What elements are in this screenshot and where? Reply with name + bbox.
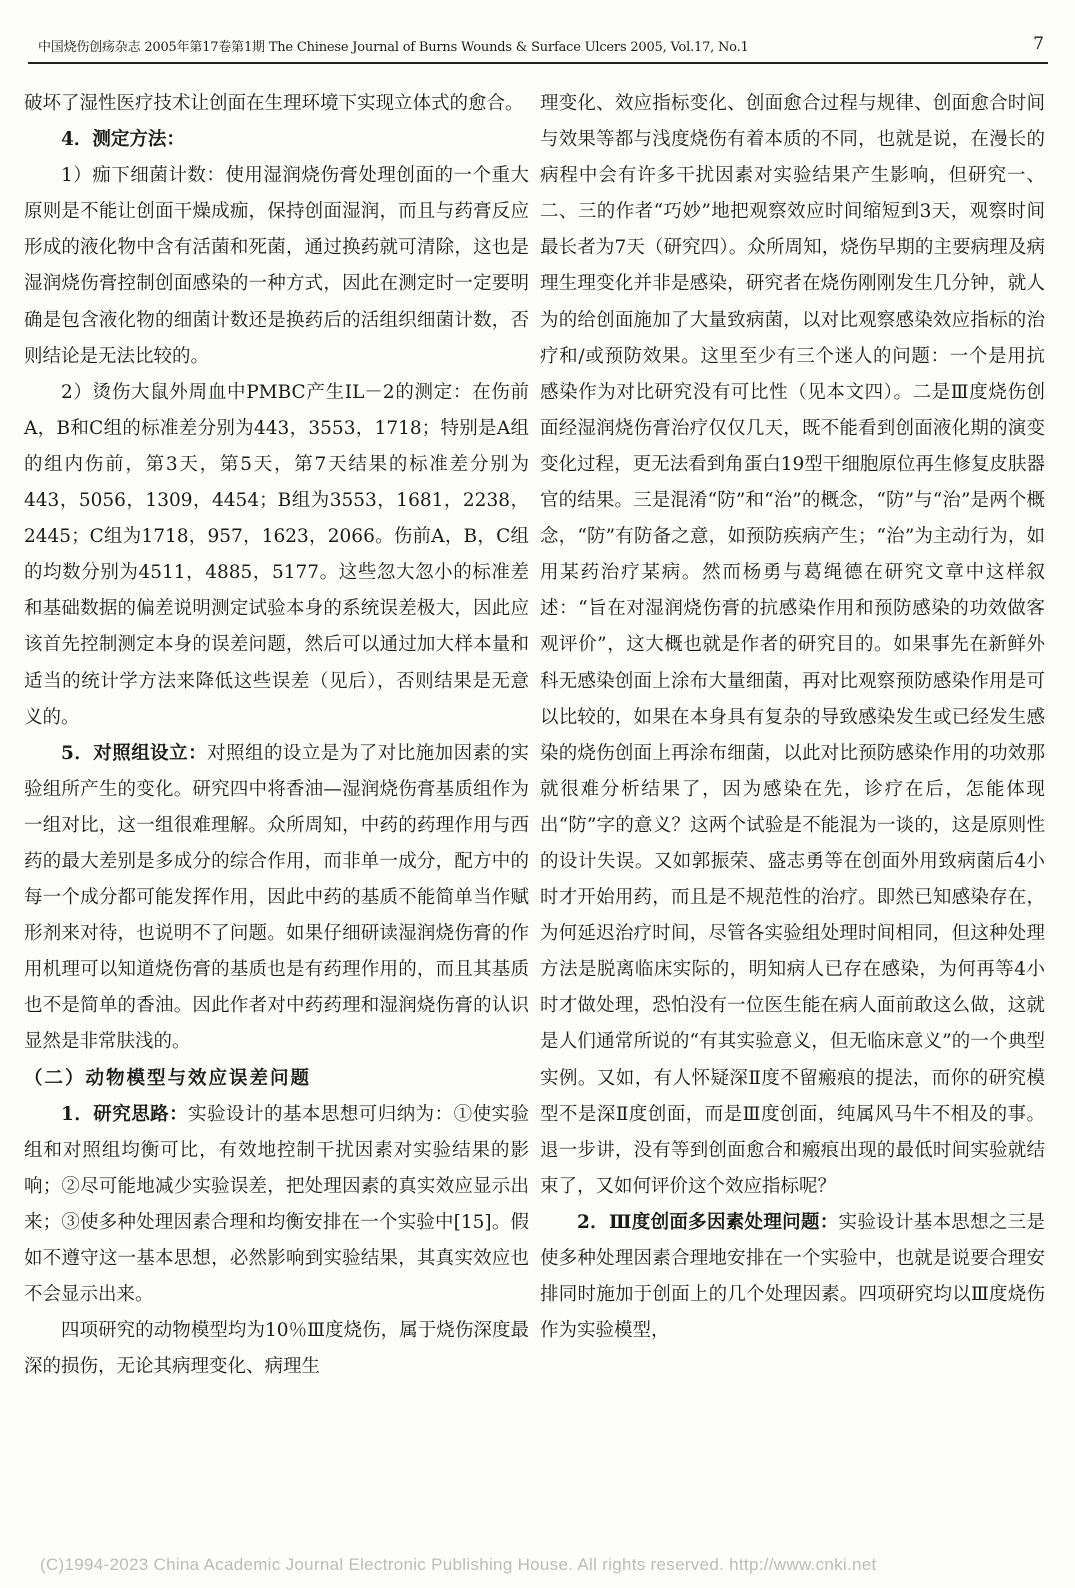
subheading-measurement: 4．测定方法： bbox=[61, 129, 185, 151]
page-number: 7 bbox=[1033, 34, 1044, 54]
subheading-multifactor: 2．Ⅲ度创面多因素处理问题： bbox=[577, 1211, 839, 1233]
section-heading: （二）动物模型与效应误差问题 bbox=[24, 1067, 312, 1089]
running-header bbox=[28, 32, 1048, 64]
copyright-watermark: (C)1994-2023 China Academic Journal Electronic Publishing House. All rights reserved. http://www.cnki.net bbox=[40, 1555, 877, 1574]
paragraph-control-group: 5．对照组设立：对照组的设立是为了对比施加因素的实验组所产生的变化。研究四中将香油—湿润烧伤膏基质组作为一组对比，这一组很难理解。众所周知，中药的药理作用与西药的最大差别是多成分的综合作用，而非单一成分，配方中的每一个成分都可能发挥作用，因此中药的基质不能简单当作赋形剂来对待，也说明不了问题。如果仔细研读湿润烧伤膏的作用机理可以知道烧伤膏的基质也是有药理作用的，而且其基质也不是简单的香油。因此作者对中药药理和湿润烧伤膏的认识显然是非常肤浅的。 bbox=[24, 742, 529, 1053]
left-column bbox=[24, 86, 529, 1385]
right-column bbox=[540, 86, 1045, 1349]
subheading-control-group: 5．对照组设立： bbox=[61, 742, 208, 764]
paragraph: 理变化、效应指标变化、创面愈合过程与规律、创面愈合时间与效果等都与浅度烧伤有着本质的不同，也就是说，在漫长的病程中会有许多干扰因素对实验结果产生影响，但研究一、二、三的作者“巧妙”地把观察效应时间缩短到3天，观察时间最长者为7天（研究四）。众所周知，烧伤早期的主要病理及病理生理变化并非是感染，研究者在烧伤刚刚发生几分钟，就人为的给创面施加了大量致病菌，以对比观察感染效应指标的治疗和/或预防效果。这里至少有三个迷人的问题：一个是用抗感染作为对比研究没有可比性（见本文四）。二是Ⅲ度烧伤创面经湿润烧伤膏治疗仅仅几天，既不能看到创面液化期的演变变化过程，更无法看到角蛋白19型干细胞原位再生修复皮肤器官的结果。三是混淆“防”和“治”的概念，“防”与“治”是两个概念，“防”有防备之意，如预防疾病产生；“治”为主动行为，如用某药治疗某病。然而杨勇与葛绳德在研究文章中这样叙述：“旨在对湿润烧伤膏的抗感染作用和预防感染的功效做客观评价”，这大概也就是作者的研究目的。如果事先在新鲜外科无感染创面上涂布大量细菌，再对比观察预防感染作用是可以比较的，如果在本身具有复杂的导致感染发生或已经发生感染的烧伤创面上再涂布细菌，以此对比预防感染作用的功效那就很难分析结果了，因为感染在先，诊疗在后，怎能体现出“防”字的意义？这两个试验是不能混为一谈的，这是原则性的设计失误。又如郭振荣、盛志勇等在创面外用致病菌后4小时才开始用药，而且是不规范性的治疗。即然已知感染存在，为何延迟治疗时间，尽管各实验组处理时间相同，但这种处理方法是脱离临床实际的，明知病人已存在感染，为何再等4小时才做处理，恐怕没有一位医生能在病人面前敢这么做，这就是人们通常所说的“有其实验意义，但无临床意义”的一个典型实例。又如，有人怀疑深Ⅱ度不留瘢痕的提法，而你的研究模型不是深Ⅱ度创面，而是Ⅲ度创面，纯属风马牛不相及的事。退一步讲，没有等到创面愈合和瘢痕出现的最低时间实验就结束了，又如何评价这个效应指标呢？ bbox=[540, 93, 1045, 1197]
paragraph-multifactor: 2．Ⅲ度创面多因素处理问题：实验设计基本思想之三是使多种处理因素合理地安排在一个实验中，也就是说要合理安排同时施加于创面上的几个处理因素。四项研究均以Ⅲ度烧伤作为实验模型， bbox=[540, 1211, 1045, 1342]
paragraph: 1）痂下细菌计数：使用湿润烧伤膏处理创面的一个重大原则是不能让创面干燥成痂，保持创面湿润，而且与药膏反应形成的液化物中含有活菌和死菌，通过换药就可清除，这也是湿润烧伤膏控制创面感染的一种方式，因此在测定时一定要明确是包含液化物的细菌计数还是换药后的活组织细菌计数，否则结论是无法比较的。 bbox=[24, 165, 529, 367]
paragraph: 破坏了湿性医疗技术让创面在生理环境下实现立体式的愈合。 bbox=[24, 93, 524, 114]
paragraph: 四项研究的动物模型均为10％Ⅲ度烧伤，属于烧伤深度最深的损伤，无论其病理变化、病理生 bbox=[24, 1320, 529, 1378]
running-title: 中国烧伤创疡杂志 2005年第17卷第1期 The Chinese Journal of Burns Wounds & Surface Ulcers 2005, Vol.17, No.1 bbox=[38, 40, 749, 55]
subheading-research-idea: 1．研究思路： bbox=[61, 1103, 189, 1125]
paragraph-research-idea: 1．研究思路：实验设计的基本思想可归纳为：①使实验组和对照组均衡可比，有效地控制干扰因素对实验结果的影响；②尽可能地减少实验误差，把处理因素的真实效应显示出来；③使多种处理因素合理和均衡安排在一个实验中[15]。假如不遵守这一基本思想，必然影响到实验结果，其真实效应也不会显示出来。 bbox=[24, 1103, 529, 1306]
paragraph: 2）烫伤大鼠外周血中PMBC产生IL－2的测定：在伤前A，B和C组的标准差分别为443，3553，1718；特别是A组的组内伤前，第3天，第5天，第7天结果的标准差分别为443，5056，1309，4454；B组为3553，1681，2238，2445；C组为1718，957，1623，2066。伤前A，B，C组的均数分别为4511，4885，5177。这些忽大忽小的标准差和基础数据的偏差说明测定试验本身的系统误差极大，因此应该首先控制测定本身的误差问题，然后可以通过加大样本量和适当的统计学方法来降低这些误差（见后），否则结果是无意义的。 bbox=[24, 381, 529, 728]
